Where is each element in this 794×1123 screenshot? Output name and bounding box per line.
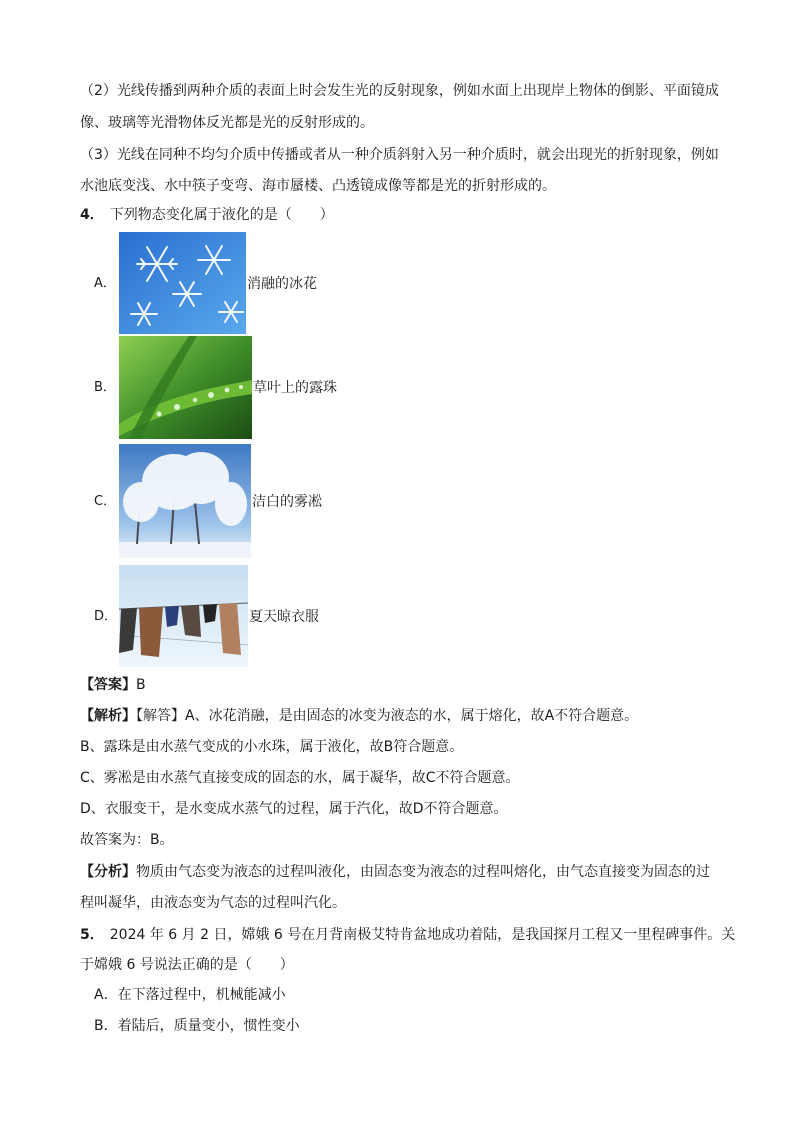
note-p2-line1: （2）光线传播到两种介质的表面上时会发生光的反射现象，例如水面上出现岸上物体的倒影、平面镜成: [80, 83, 719, 99]
q4-analysis-line1: [80, 706, 638, 726]
q5-stem-text-1: 2024 年 6 月 2 日，嫦娥 6 号在月背南极艾特肯盆地成功着陆，是我国探月工程又一里程碑事件。关: [109, 927, 736, 943]
q4-option-a-letter: A．: [94, 276, 116, 291]
solution-line-d: D、衣服变干，是水变成水蒸气的过程，属于汽化，故D不符合题意。: [80, 801, 508, 817]
q5-option-a-text: 在下落过程中，机械能减小: [117, 987, 286, 1003]
answer-label: 【答案】: [80, 677, 136, 693]
q4-option-b-caption: 草叶上的露珠: [253, 380, 337, 396]
solution-label: 【解答】: [136, 708, 185, 724]
q5-option-b-text: 着陆后，质量变小，惯性变小: [117, 1018, 300, 1034]
q4-option-b-letter: B．: [94, 380, 116, 395]
fenxi-text-1: 物质由气态变为液态的过程叫液化，由固态变为液态的过程叫熔化，由气态直接变为固态的过: [136, 864, 710, 880]
q4-option-d-caption: 夏天晾衣服: [249, 609, 319, 625]
answer-value: B: [136, 677, 146, 693]
q4-option-d-letter: D．: [94, 609, 118, 624]
rime-tree-photo-icon: [119, 444, 251, 558]
q4-stem: [80, 205, 334, 225]
q4-answer: [80, 675, 146, 695]
solution-line-a: A、冰花消融，是由固态的冰变为液态的水，属于熔化，故A不符合题意。: [185, 708, 639, 724]
q5-stem-line1: [80, 925, 735, 945]
q5-option-b-letter: B．: [94, 1018, 118, 1034]
q5-option-b: [94, 1016, 300, 1036]
solution-conclusion: 故答案为：B。: [80, 832, 174, 848]
snowflake-photo-icon: [119, 232, 246, 334]
q5-stem-line2: 于嫦娥 6 号说法正确的是（ ）: [80, 957, 294, 973]
clothesline-photo-icon: [119, 565, 248, 667]
analysis-label: 【解析】: [80, 708, 136, 724]
q5-option-a-letter: A．: [94, 987, 118, 1003]
q5-option-a: [94, 985, 286, 1005]
q4-option-c-caption: 洁白的雾凇: [252, 494, 322, 510]
solution-line-b: B、露珠是由水蒸气变成的小水珠，属于液化，故B符合题意。: [80, 739, 464, 755]
q4-fenxi-line2: 程叫凝华，由液态变为气态的过程叫汽化。: [80, 895, 346, 911]
q4-fenxi-line1: [80, 862, 710, 882]
q4-number: 4．: [80, 207, 104, 223]
q4-option-c-letter: C．: [94, 494, 117, 509]
q5-number: 5．: [80, 927, 104, 943]
solution-line-c: C、雾凇是由水蒸气直接变成的固态的水，属于凝华，故C不符合题意。: [80, 770, 520, 786]
note-p2-line2: 像、玻璃等光滑物体反光都是光的反射形成的。: [80, 115, 374, 131]
note-p3-line1: （3）光线在同种不均匀介质中传播或者从一种介质斜射入另一种介质时，就会出现光的折射现象，例如: [80, 147, 719, 163]
q4-stem-text: 下列物态变化属于液化的是（ ）: [109, 207, 334, 223]
fenxi-label: 【分析】: [80, 864, 136, 880]
note-p3-line2: 水池底变浅、水中筷子变弯、海市蜃楼、凸透镜成像等都是光的折射形成的。: [80, 178, 556, 194]
q4-option-a-caption: 消融的冰花: [247, 276, 317, 292]
dew-grass-photo-icon: [119, 336, 252, 439]
